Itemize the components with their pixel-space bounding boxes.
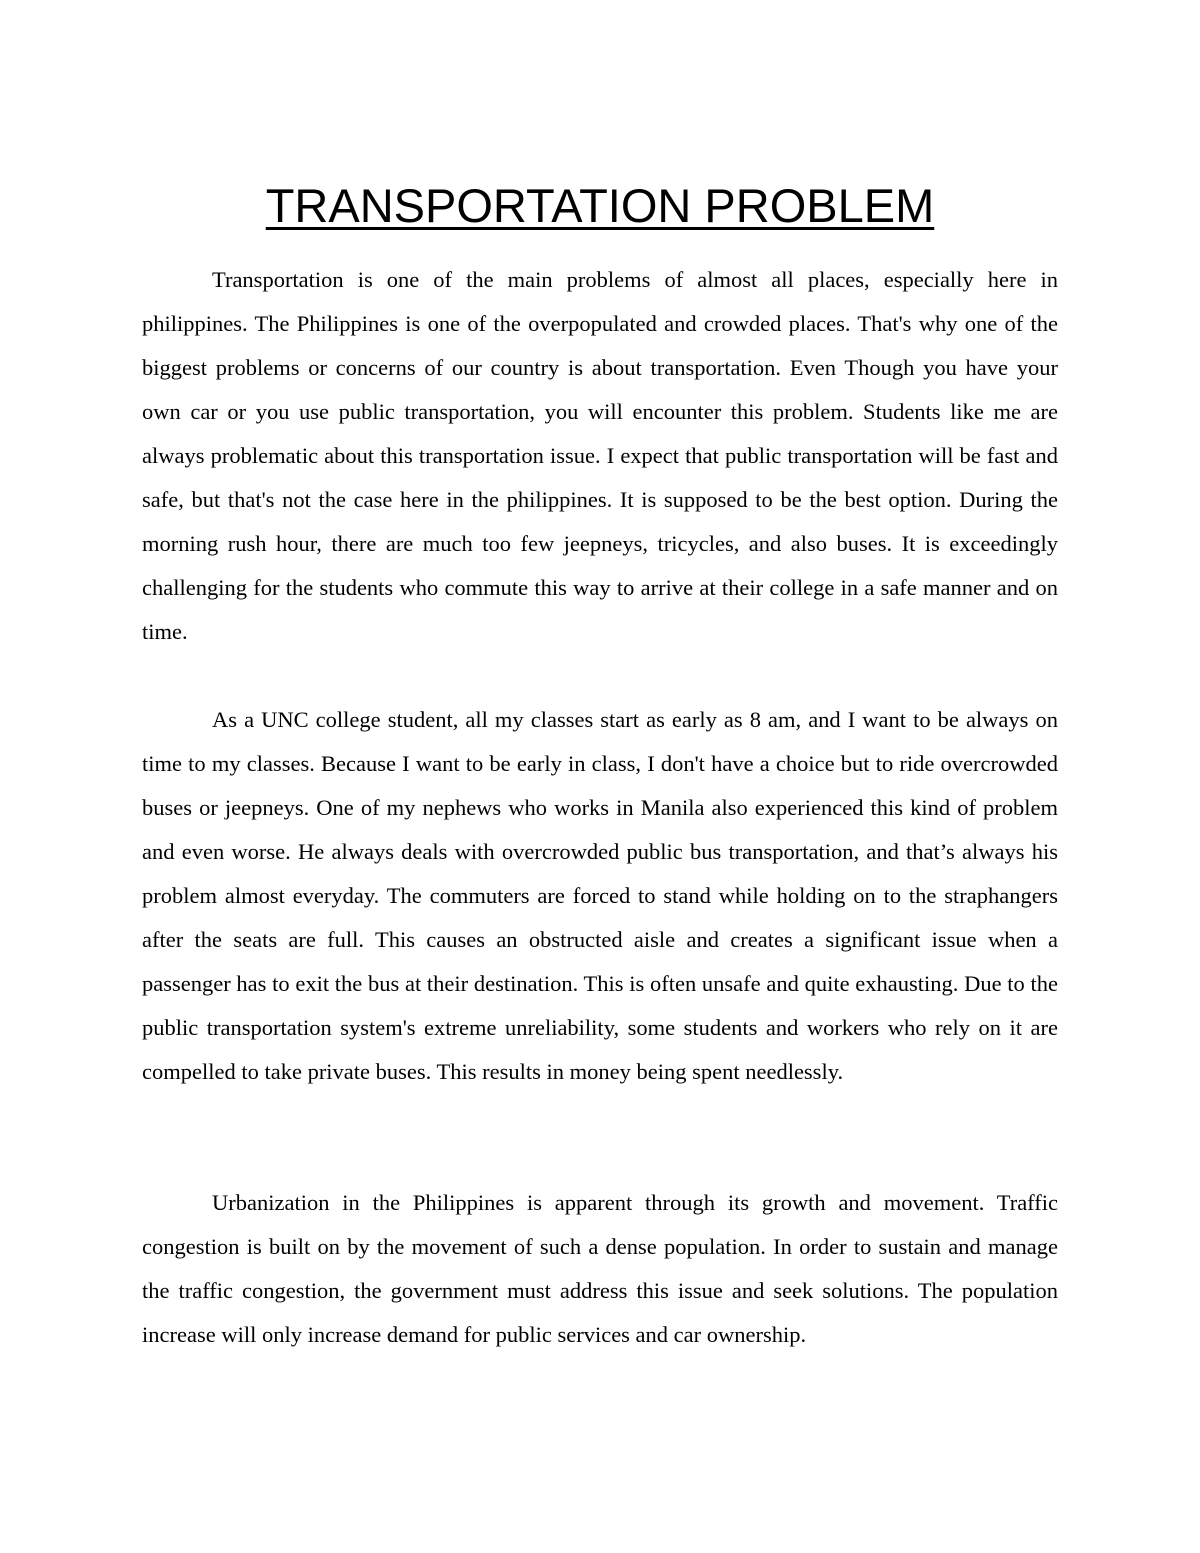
paragraph-2: As a UNC college student, all my classes start as early as 8 am, and I want to be always on time to my classes. Because I want to be early in class, I don't have a choice but to ride overcrowded buses or jeepneys. One of my nephews who works in Manila also experienced this kind of problem and even worse. He always deals with overcrowded public bus transportation, and that’s always his problem almost everyday. The commuters are forced to stand while holding on to the straphangers after the seats are full. This causes an obstructed aisle and creates a significant issue when a passenger has to exit the bus at their destination. This is often unsafe and quite exhausting. Due to the public transportation system's extreme unreliability, some students and workers who rely on it are compelled to take private buses. This results in money being spent needlessly. bbox=[142, 707, 1058, 1084]
paragraph-1: Transportation is one of the main problems of almost all places, especially here in philippines. The Philippines is one of the overpopulated and crowded places. That's why one of the biggest problems or concerns of our country is about transportation. Even Though you have your own car or you use public transportation, you will encounter this problem. Students like me are always problematic about this transportation issue. I expect that public transportation will be fast and safe, but that's not the case here in the philippines. It is supposed to be the best option. During the morning rush hour, there are much too few jeepneys, tricycles, and also buses. It is exceedingly challenging for the students who commute this way to arrive at their college in a safe manner and on time. bbox=[142, 267, 1058, 644]
paragraph-3: Urbanization in the Philippines is apparent through its growth and movement. Traffic congestion is built on by the movement of such a dense population. In order to sustain and manage the traffic congestion, the government must address this issue and seek solutions. The population increase will only increase demand for public services and car ownership. bbox=[142, 1190, 1058, 1347]
document-title: TRANSPORTATION PROBLEM bbox=[265, 179, 935, 232]
